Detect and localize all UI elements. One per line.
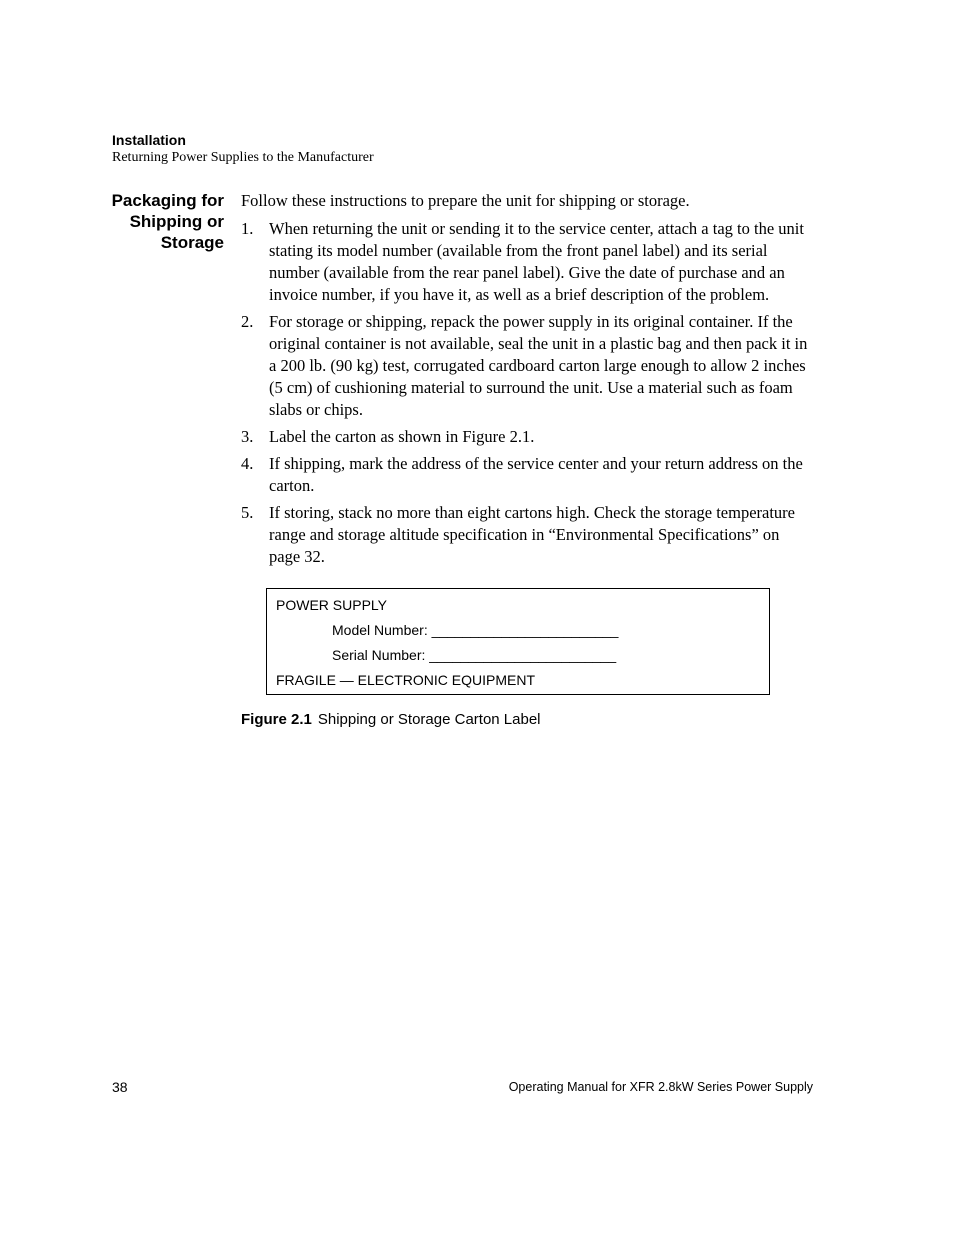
instruction-steps [241, 218, 813, 568]
step-number: 2. [241, 312, 254, 331]
step-text: If storing, stack no more than eight cartons high. Check the storage temperature range and storage altitude specification in “Environmental Specifications” on page 32. [269, 503, 796, 566]
step-text: For storage or shipping, repack the power supply in its original container. If the original container is not available, seal the unit in a plastic bag and then pack it in a 200 lb. (90 kg) test, corrugated cardboard carton large enough to allow 2 inches (5 cm) of cushioning material to surround the unit. Use a material such as foam slabs or chips. [269, 312, 808, 419]
figure-caption-text: Shipping or Storage Carton Label [317, 711, 541, 728]
figure-number: Figure 2.1 [241, 711, 312, 728]
step-text: Label the carton as shown in Figure 2.1. [269, 427, 535, 446]
step-text: When returning the unit or sending it to the service center, attach a tag to the unit stating its model number (available from the front panel label) and its serial number (available from the rear panel label). Give the date of purchase and an invoice number, if you have it, as well as a brief description of the problem. [269, 219, 804, 304]
footer-title: Operating Manual for XFR 2.8kW Series Power Supply [508, 1080, 813, 1094]
step-number: 3. [241, 427, 254, 446]
step-item [241, 502, 813, 568]
body-text [241, 190, 813, 573]
side-heading [100, 190, 224, 253]
step-number: 5. [241, 503, 254, 522]
side-heading-line: Packaging for [111, 191, 224, 210]
label-serial-number-line: Serial Number: ________________________ [332, 647, 617, 663]
step-item [241, 426, 813, 448]
figure-caption [241, 710, 541, 730]
chapter-title: Installation [112, 132, 186, 148]
label-product-line: POWER SUPPLY [276, 597, 387, 613]
page-number: 38 [112, 1079, 128, 1095]
side-heading-line: Shipping or [129, 212, 224, 231]
label-model-number-line: Model Number: ________________________ [332, 622, 619, 638]
step-number: 4. [241, 454, 254, 473]
label-fragile-line: FRAGILE — ELECTRONIC EQUIPMENT [276, 672, 536, 688]
step-item [241, 311, 813, 421]
carton-label-figure [266, 588, 770, 695]
side-heading-line: Storage [160, 233, 224, 252]
step-item [241, 453, 813, 497]
intro-paragraph: Follow these instructions to prepare the unit for shipping or storage. [241, 191, 690, 210]
step-text: If shipping, mark the address of the service center and your return address on the carton. [269, 454, 803, 495]
step-number: 1. [241, 219, 254, 238]
section-title: Returning Power Supplies to the Manufacturer [112, 150, 374, 165]
running-header [112, 131, 374, 167]
step-item [241, 218, 813, 306]
